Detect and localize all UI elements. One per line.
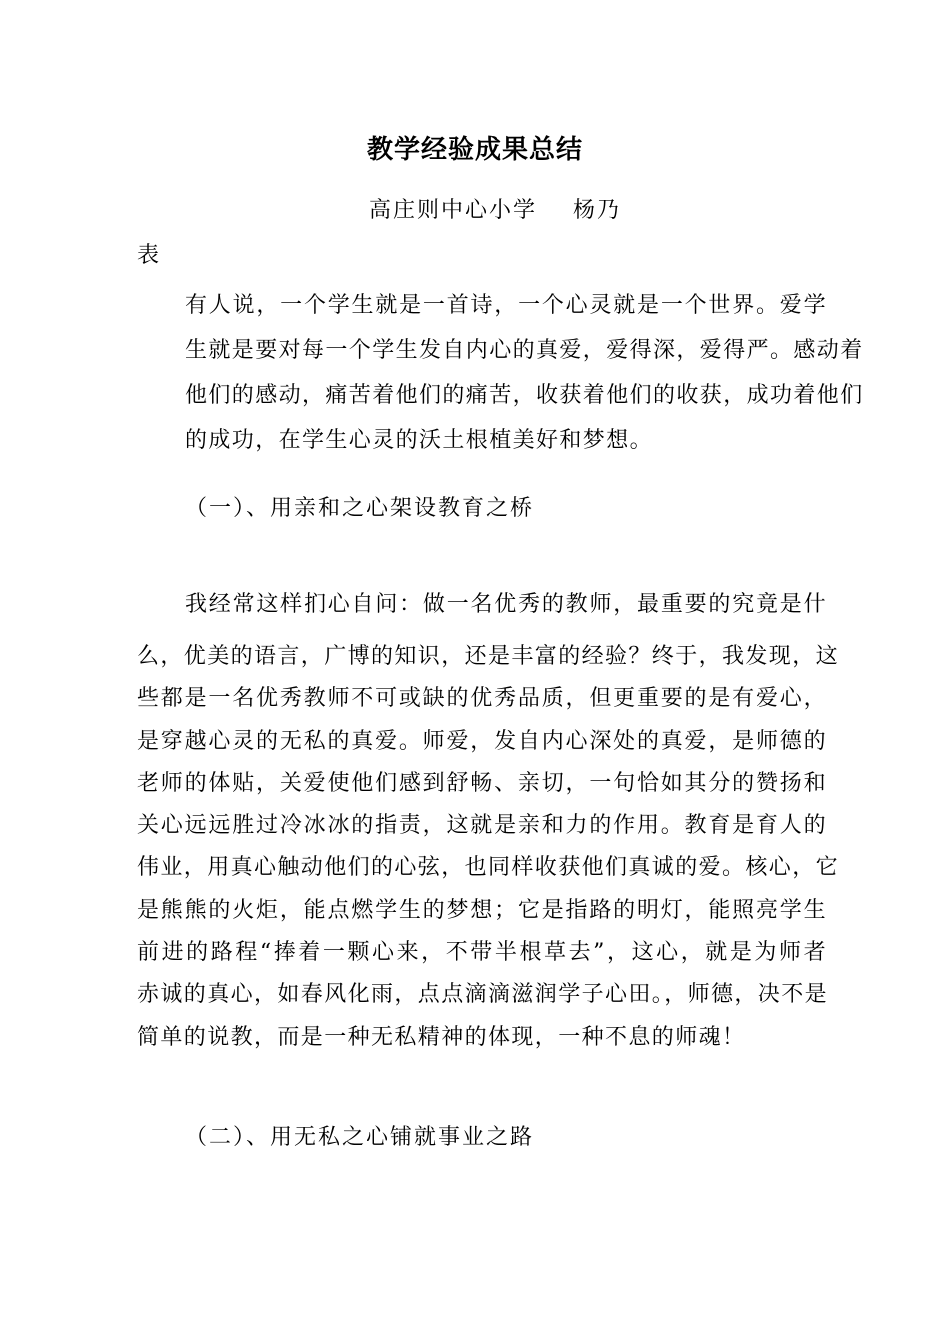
section-heading: （二）、用无私之心铺就事业之路 <box>185 1125 535 1150</box>
section-heading: （一）、用亲和之心架设教育之桥 <box>185 496 535 521</box>
paragraph-line: 老师的体贴，关爱使他们感到舒畅、亲切，一句恰如其分的赞扬和 <box>137 770 827 796</box>
paragraph-line: 简单的说教，而是一种无私精神的体现，一种不息的师魂！ <box>137 1024 746 1050</box>
paragraph-line: 是穿越心灵的无私的真爱。师爱，发自内心深处的真爱，是师德的 <box>137 728 827 754</box>
paragraph-line: 伟业，用真心触动他们的心弦，也同样收获他们真诚的爱。核心，它 <box>137 855 840 881</box>
section-first-line <box>137 582 827 627</box>
paragraph-line: 有人说，一个学生就是一首诗，一个心灵就是一个世界。爱学 <box>185 293 827 318</box>
document-title: 教学经验成果总结 <box>366 135 583 165</box>
paragraph-line: 么，优美的语言，广博的知识，还是丰富的经验？终于，我发现，这 <box>137 644 840 669</box>
paragraph-line: 些都是一名优秀教师不可或缺的优秀品质，但更重要的是有爱心， <box>137 686 827 712</box>
paragraph-line: 他们的感动，痛苦着他们的痛苦，收获着他们的收获，成功着他们 <box>185 383 864 408</box>
paragraph-line: 前进的路程“捧着一颗心来，不带半根草去”，这心，就是为师者 <box>137 940 827 966</box>
section-paragraph <box>137 636 840 1059</box>
paragraph-line: 的成功，在学生心灵的沃土根植美好和梦想。 <box>185 428 654 453</box>
author-line-continuation: 表 <box>137 243 160 268</box>
paragraph-line: 是熊熊的火炬，能点燃学生的梦想；它是指路的明灯，能照亮学生 <box>137 897 827 923</box>
author-line: 高庄则中心小学 杨乃 <box>369 198 621 223</box>
intro-paragraph <box>137 283 864 463</box>
paragraph-line: 关心远远胜过冷冰冰的指责，这就是亲和力的作用。教育是育人的 <box>137 813 827 839</box>
paragraph-line: 我经常这样扪心自问：做一名优秀的教师，最重要的究竟是什 <box>185 592 827 617</box>
paragraph-line: 赤诚的真心，如春风化雨，点点滴滴滋润学子心田。，师德，决不是 <box>137 982 829 1008</box>
paragraph-line: 生就是要对每一个学生发自内心的真爱，爱得深，爱得严。感动着 <box>185 338 864 363</box>
